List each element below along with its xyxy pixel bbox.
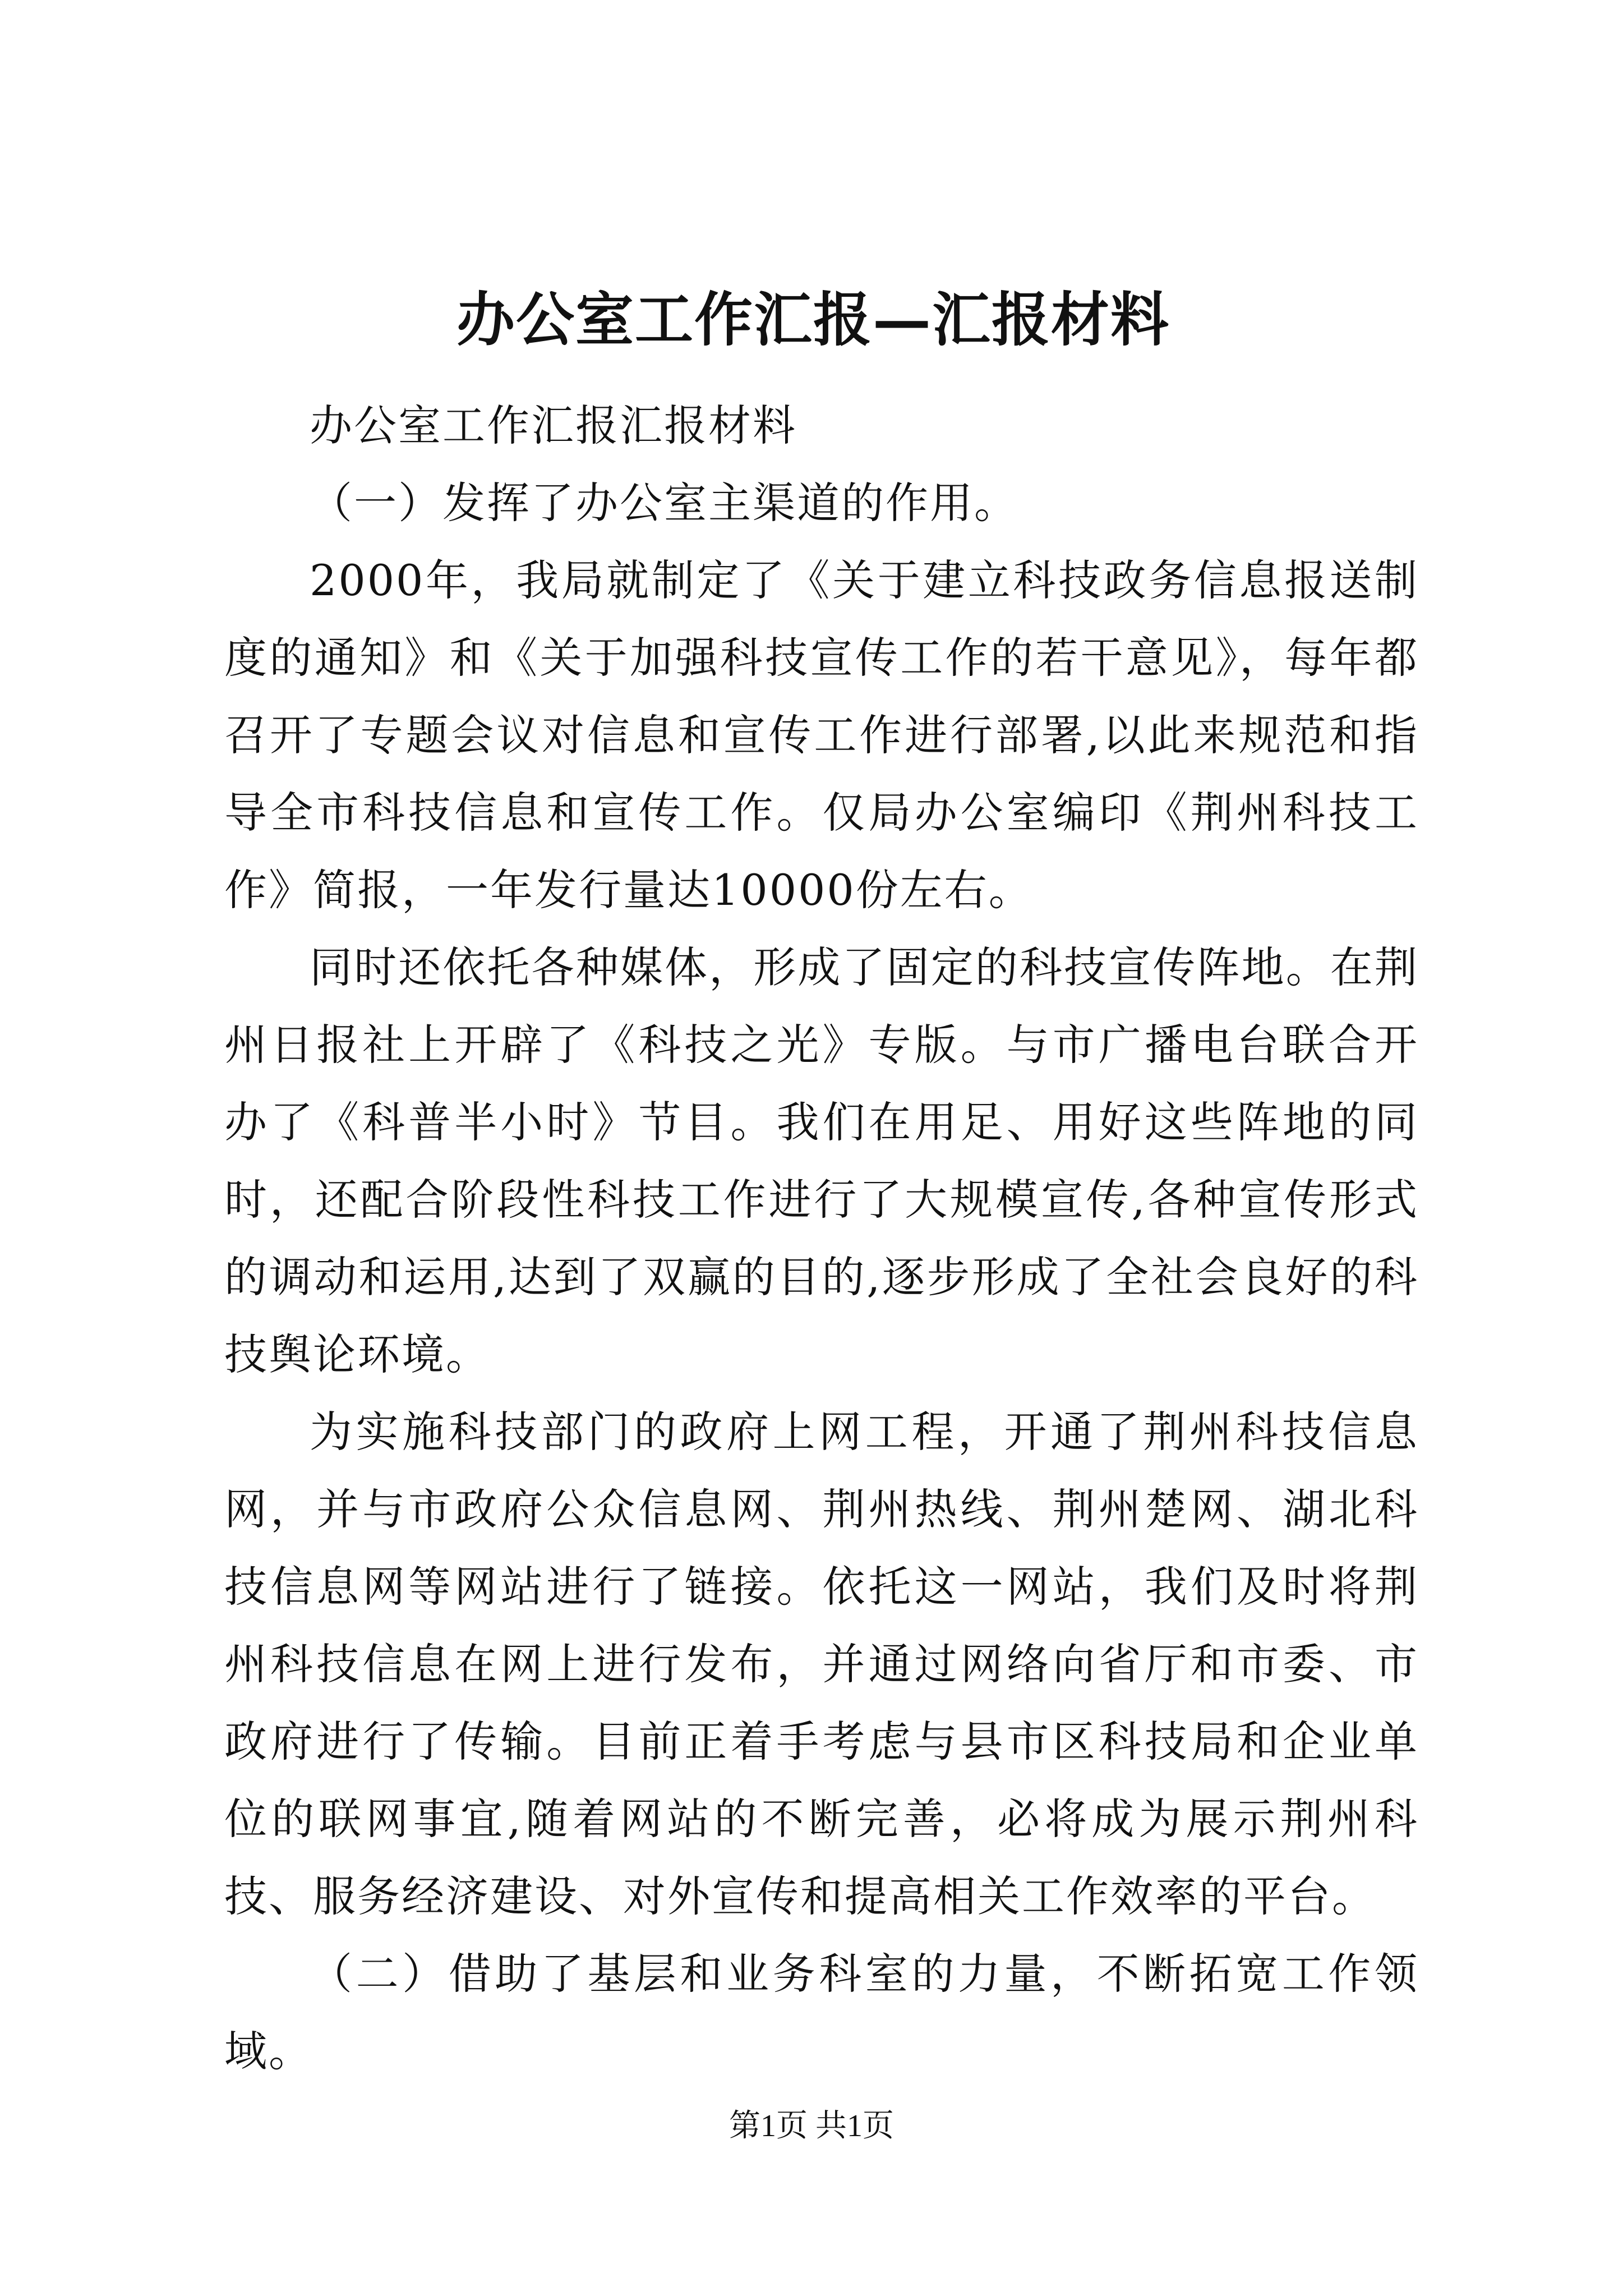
paragraph-information-system: 2000年，我局就制定了《关于建立科技政务信息报送制度的通知》和《关于加强科技宣传工作的若干意见》，每年都召开了专题会议对信息和宣传工作进行部署,以此来规范和指导全市科技信息和宣传工作。仅局办公室编印《荆州科技工作》简报，一年发行量达10000份左右。 — [224, 555, 1419, 915]
paragraph-subtitle: 办公室工作汇报汇报材料 — [310, 401, 797, 450]
document-body — [224, 387, 1419, 2090]
paragraph-section-one-heading: （一）发挥了办公室主渠道的作用。 — [310, 478, 1018, 528]
page-footer: 第1页 共1页 — [729, 2109, 894, 2143]
paragraph-media-publicity: 同时还依托各种媒体，形成了固定的科技宣传阵地。在荆州日报社上开辟了《科技之光》专版。与市广播电台联合开办了《科普半小时》节目。我们在用足、用好这些阵地的同时，还配合阶段性科技工作进行了大规模宣传,各种宣传形式的调动和运用,达到了双赢的目的,逐步形成了全社会良好的科技舆论环境。 — [224, 942, 1419, 1379]
document-title: 办公室工作汇报—汇报材料 — [456, 285, 1170, 354]
paragraph-website: 为实施科技部门的政府上网工程，开通了荆州科技信息网，并与市政府公众信息网、荆州热线、荆州楚网、湖北科技信息网等网站进行了链接。依托这一网站，我们及时将荆州科技信息在网上进行发布，并通过网络向省厅和市委、市政府进行了传输。目前正着手考虑与县市区科技局和企业单位的联网事宜,随着网站的不断完善，必将成为展示荆州科技、服务经济建设、对外宣传和提高相关工作效率的平台。 — [224, 1407, 1419, 1921]
paragraph-section-two-heading: （二）借助了基层和业务科室的力量，不断拓宽工作领域。 — [224, 1949, 1419, 2076]
